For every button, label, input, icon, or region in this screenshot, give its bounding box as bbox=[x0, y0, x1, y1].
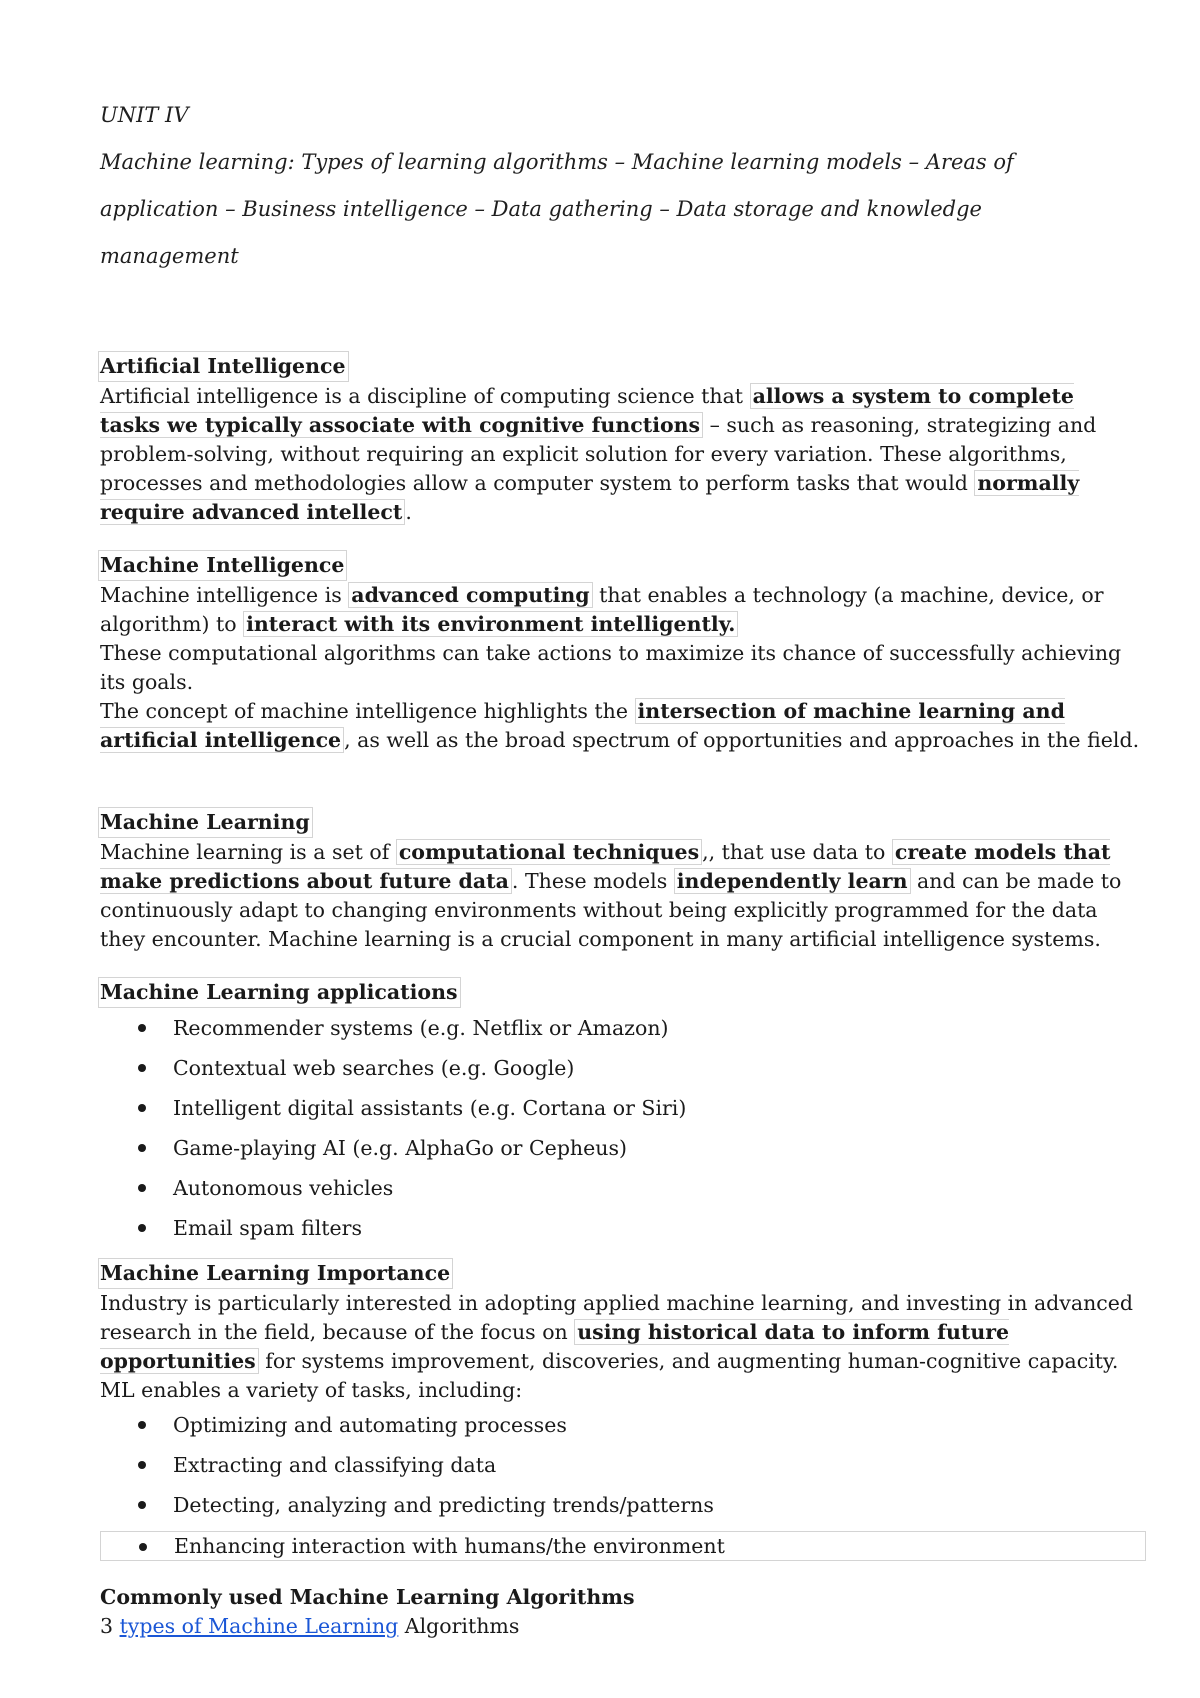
section-title: Machine Intelligence bbox=[98, 550, 347, 581]
highlight: computational techniques bbox=[396, 839, 702, 865]
highlight: using historical data to inform future opportunities bbox=[100, 1320, 1010, 1373]
section-title: Artificial Intelligence bbox=[98, 351, 349, 382]
section-ml-algorithms bbox=[100, 1583, 1140, 1641]
document-page bbox=[100, 92, 1140, 1641]
highlight: advanced computing bbox=[348, 582, 592, 608]
section-title: Machine Learning bbox=[98, 807, 313, 838]
unit-header bbox=[100, 92, 1140, 280]
highlight: interact with its environment intelligently. bbox=[243, 611, 738, 637]
highlight: independently learn bbox=[674, 868, 911, 894]
list-item: Recommender systems (e.g. Netflix or Amazon) bbox=[100, 1008, 1140, 1048]
list-item: Detecting, analyzing and predicting trends/patterns bbox=[100, 1485, 1140, 1525]
highlight: intersection of machine learning and artificial intelligence bbox=[100, 699, 1065, 752]
spacer bbox=[100, 1248, 1140, 1258]
section-title: Machine Learning applications bbox=[98, 977, 461, 1008]
spacer bbox=[100, 1561, 1140, 1583]
section-paragraph: Artificial intelligence is a discipline of computing science that allows a system to complete tasks we typically associate with cognitive functions – such as reasoning, strategizing and problem-solving, without requiring an explicit solution for every variation. These algorithms, processes and methodologies allow a computer system to perform tasks that would normally require advanced intellect . bbox=[100, 384, 1097, 524]
importance-list bbox=[100, 1405, 1140, 1561]
section-ml-importance bbox=[100, 1258, 1140, 1561]
list-item: Email spam filters bbox=[100, 1208, 1140, 1248]
list-item-selected: Enhancing interaction with humans/the environment bbox=[100, 1531, 1146, 1561]
section-paragraph: Industry is particularly interested in adopting applied machine learning, and investing in advanced research in the field, because of the focus on using historical data to inform future opportunities for systems improvement, discoveries, and augmenting human-cognitive capacity. ML enables a variety of tasks, including: bbox=[100, 1291, 1134, 1402]
section-ml-applications bbox=[100, 977, 1140, 1248]
spacer bbox=[100, 527, 1140, 550]
applications-list bbox=[100, 1008, 1140, 1248]
types-of-ml-link[interactable]: types of Machine Learning bbox=[119, 1614, 399, 1638]
list-item: Intelligent digital assistants (e.g. Cortana or Siri) bbox=[100, 1088, 1140, 1128]
unit-syllabus-line-2: application – Business intelligence – Data gathering – Data storage and knowledge bbox=[100, 197, 982, 221]
unit-syllabus-line-3: management bbox=[100, 244, 239, 268]
highlight: normally require advanced intellect bbox=[100, 471, 1080, 524]
section-title: Commonly used Machine Learning Algorithms bbox=[100, 1585, 635, 1609]
section-paragraph: These computational algorithms can take actions to maximize its chance of successfully achieving its goals. bbox=[100, 641, 1122, 694]
section-title: Machine Learning Importance bbox=[98, 1258, 453, 1289]
list-item: Optimizing and automating processes bbox=[100, 1405, 1140, 1445]
section-paragraph: The concept of machine intelligence highlights the intersection of machine learning and artificial intelligence , as well as the broad spectrum of opportunities and approaches in the field. bbox=[100, 699, 1140, 752]
list-item: Autonomous vehicles bbox=[100, 1168, 1140, 1208]
list-item: Extracting and classifying data bbox=[100, 1445, 1140, 1485]
section-machine-intelligence bbox=[100, 550, 1140, 755]
section-machine-learning bbox=[100, 807, 1140, 954]
unit-title: UNIT IV bbox=[100, 103, 189, 127]
spacer bbox=[100, 755, 1140, 807]
highlight: create models that make predictions about future data bbox=[100, 840, 1111, 893]
section-paragraph: 3 types of Machine Learning Algorithms bbox=[100, 1614, 520, 1638]
list-item: Game-playing AI (e.g. AlphaGo or Cepheus) bbox=[100, 1128, 1140, 1168]
spacer bbox=[100, 280, 1140, 351]
section-paragraph: Machine learning is a set of computational techniques ,, that use data to create models that make predictions about future data . These models independently learn and can be made to continuously adapt to changing environments without being explicitly programmed for the data they encounter. Machine learning is a crucial component in many artificial intelligence systems. bbox=[100, 840, 1122, 951]
list-item: Contextual web searches (e.g. Google) bbox=[100, 1048, 1140, 1088]
section-paragraph: Machine intelligence is advanced computing that enables a technology (a machine, device, or algorithm) to interact with its environment intelligently. bbox=[100, 583, 1104, 636]
section-artificial-intelligence bbox=[100, 351, 1140, 527]
highlight: allows a system to complete tasks we typically associate with cognitive functions bbox=[100, 384, 1074, 437]
spacer bbox=[100, 954, 1140, 977]
unit-syllabus-line-1: Machine learning: Types of learning algorithms – Machine learning models – Areas of bbox=[100, 150, 1014, 174]
